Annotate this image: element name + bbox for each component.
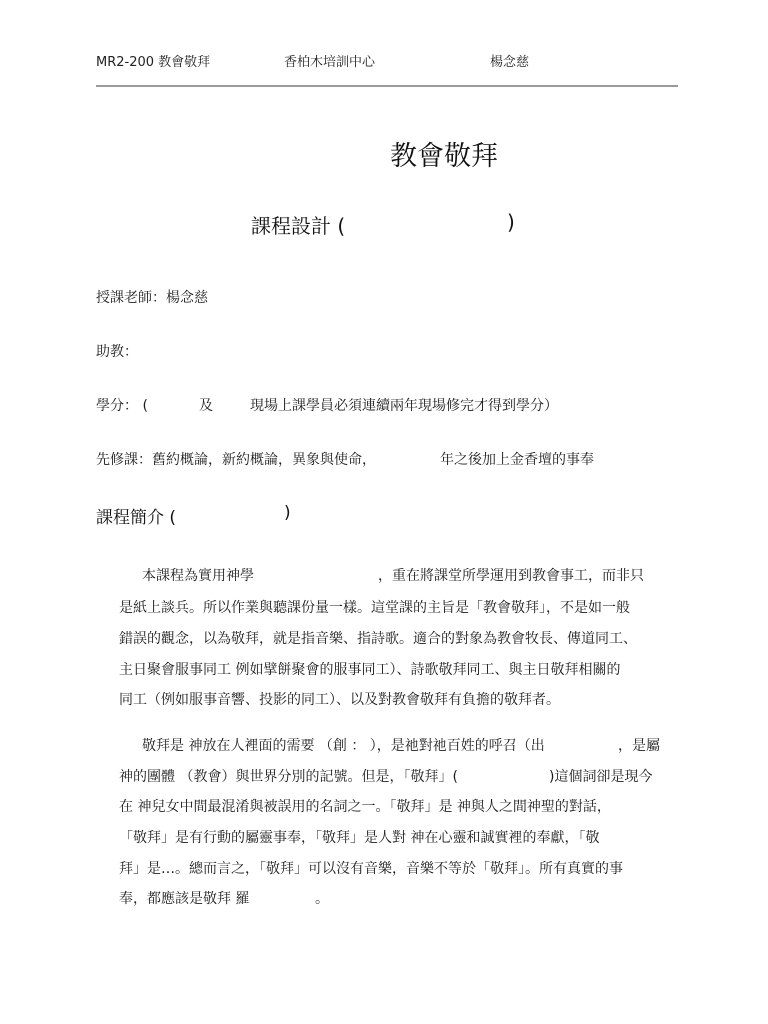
- prerequisite-note: 年之後加上金香壇的事奉: [440, 452, 594, 468]
- header-divider: [96, 85, 678, 87]
- paragraph-1-line-4: 主日聚會服事同工 例如擘餅聚會的服事同工）、詩歌敬拜同工、與主日敬拜相關的: [119, 662, 621, 678]
- paragraph-2-line-4: 「敬拜」是有行動的屬靈事奉，「敬拜」是人對 神在心靈和誠實裡的奉獻，「敬: [119, 830, 600, 846]
- assistant-line: 助教：: [96, 344, 138, 360]
- header-training-center: 香柏木培訓中心: [284, 55, 376, 70]
- credits-and: 及: [199, 398, 213, 414]
- subtitle-text: 課程設計 (: [251, 214, 346, 238]
- credits-label: 學分： (: [96, 398, 148, 414]
- paragraph-2-line-5: 拜」是…。總而言之，「敬拜」可以沒有音樂，音樂不等於「敬拜」。所有真實的事: [119, 861, 623, 877]
- course-intro-close-paren: ): [284, 503, 291, 523]
- paragraph-text: ，是屬: [618, 738, 660, 754]
- document-subtitle: [251, 210, 521, 239]
- paragraph-1-line-3: 錯誤的觀念，以為敬拜，就是指音樂、指詩歌。適合的對象為教會牧長、傳道同工、: [119, 631, 637, 647]
- paragraph-text: 敬拜是 神放在人裡面的需要 （創 ： ），是祂對祂百姓的呼召（出: [142, 738, 545, 754]
- prerequisite-line: [96, 449, 678, 469]
- header-course-code: MR2-200 教會敬拜: [96, 55, 211, 70]
- credits-line: [96, 395, 678, 415]
- instructor-line: 授課老師：楊念慈: [96, 290, 208, 306]
- credits-note: 現場上課學員必須連續兩年現場修完才得到學分）: [250, 398, 558, 414]
- course-intro-heading: [96, 503, 306, 528]
- course-intro-heading-text: 課程簡介 (: [96, 508, 177, 528]
- paragraph-text: 。: [315, 891, 329, 907]
- paragraph-text: 神的團體 （教會）與世界分別的記號。但是，「敬拜」(: [119, 769, 458, 785]
- paragraph-text: )這個詞卻是現今: [549, 769, 653, 785]
- paragraph-text: 奉，都應該是敬拜 羅: [119, 891, 250, 907]
- paragraph-1-line-2: 是紙上談兵。所以作業與聽課份量一樣。這堂課的主旨是「教會敬拜」，不是如一般: [119, 600, 630, 616]
- document-title: 教會敬拜: [390, 141, 498, 172]
- subtitle-close-paren: ): [507, 210, 515, 234]
- paragraph-text: 本課程為實用神學: [142, 568, 254, 584]
- paragraph-text: ，重在將課堂所學運用到教會事工，而非只: [378, 568, 644, 584]
- paragraph-2-line-3: 在 神兒女中間最混淆與被誤用的名詞之一。「敬拜」是 神與人之間神聖的對話，: [119, 799, 611, 815]
- header-teacher-name: 楊念慈: [490, 55, 530, 70]
- prerequisite-courses: 先修課：舊約概論，新約概論，異象與使命，: [96, 452, 376, 468]
- paragraph-1-line-5: 同工（例如服事音響、投影的同工）、以及對教會敬拜有負擔的敬拜者。: [119, 692, 560, 708]
- page-header: [96, 51, 678, 71]
